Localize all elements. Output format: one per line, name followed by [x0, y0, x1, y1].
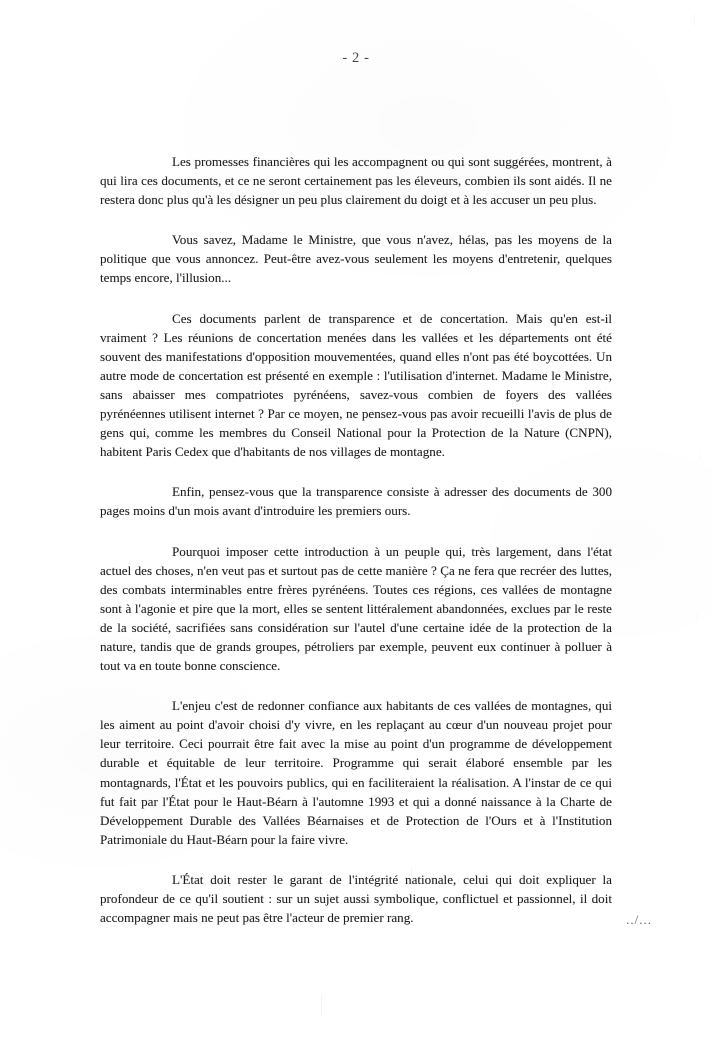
- scan-artifact: [694, 14, 695, 26]
- paragraph: Vous savez, Madame le Ministre, que vous n'avez, hélas, pas les moyens de la politique que vous annoncez. Peut-être avez-vous seulement les moyens d'entretenir, quelques temps encore, l'illusion...: [100, 232, 612, 286]
- paragraph: Pourquoi imposer cette introduction à un peuple qui, très largement, dans l'état actuel des choses, n'en veut pas et surtout pas de cette manière ? Ça ne fera que recréer des luttes, des combats interminables entre frères pyrénéens. Toutes ces régions, ces vallées de montagne sont à l'agonie et pire que la mort, elles se sentent littéralement abandonnées, exclues par le reste de la société, sacrifiées sans considération sur l'autel d'une certaine idée de la protection de la nature, tandis que de grands groupes, pétroliers par exemple, peuvent eux continuer à polluer à tout va en toute bonne conscience.: [100, 543, 612, 674]
- page-number: - 2 -: [342, 50, 370, 66]
- paragraph: Les promesses financières qui les accompagnent ou qui sont suggérées, montrent, à qui lira ces documents, et ce ne seront certainement pas les éleveurs, combien ils sont aidés. Il ne restera donc plus qu'à les désigner un peu plus clairement du doigt et à les accuser un peu plus.: [100, 154, 612, 208]
- scan-artifact: [697, 612, 698, 622]
- paragraph: Enfin, pensez-vous que la transparence consiste à adresser des documents de 300 pages moins d'un mois avant d'introduire les premiers ours.: [100, 484, 612, 519]
- scan-artifact: [700, 452, 701, 461]
- paragraph: L'État doit rester le garant de l'intégrité nationale, celui qui doit expliquer la profondeur de ce qu'il soutient : sur un sujet aussi symbolique, conflictuel et passionnel, il doit accompagner mais ne peut pas être l'acteur de premier rang.: [100, 871, 612, 926]
- paragraph: Ces documents parlent de transparence et de concertation. Mais qu'en est-il vraiment ? Les réunions de concertation menées dans les vallées et les départements ont été souvent des manifestations d'opposition mouvementées, quand elles n'ont pas été boycottées. Un autre mode de concertation est présenté en exemple : l'utilisation d'internet. Madame le Ministre, sans abaisser mes compatriotes pyrénéens, savez-vous combien de foyers des vallées pyrénéennes utilisent internet ? Par ce moyen, ne pensez-vous pas avoir recueilli l'avis de plus de gens qui, comme les membres du Conseil National pour la Protection de la Nature (CNPN), habitent Paris Cedex que d'habitants de nos villages de montagne.: [100, 310, 612, 460]
- paragraph: L'enjeu c'est de redonner confiance aux habitants de ces vallées de montagnes, qui les aiment au point d'avoir choisi d'y vivre, en les replaçant au cœur d'un nouveau projet pour leur territoire. Ceci pourrait être fait avec la mise au point d'un programme de développement durable et équitable de leur territoire. Programme qui serait élaboré ensemble par les montagnards, l'État et les pouvoirs publics, qui en faciliteraient la réalisation. A l'instar de ce qui fut fait par l'État pour le Haut-Béarn à l'automne 1993 et qui a donné naissance à la Charte de Développement Durable des Vallées Béarnaises et de Protection de l'Ours et à l'Institution Patrimoniale du Haut-Béarn pour la faire vivre.: [100, 698, 612, 847]
- scan-artifact: [321, 995, 322, 1017]
- continuation-mark: ../...: [626, 912, 652, 927]
- document-body: [100, 152, 612, 947]
